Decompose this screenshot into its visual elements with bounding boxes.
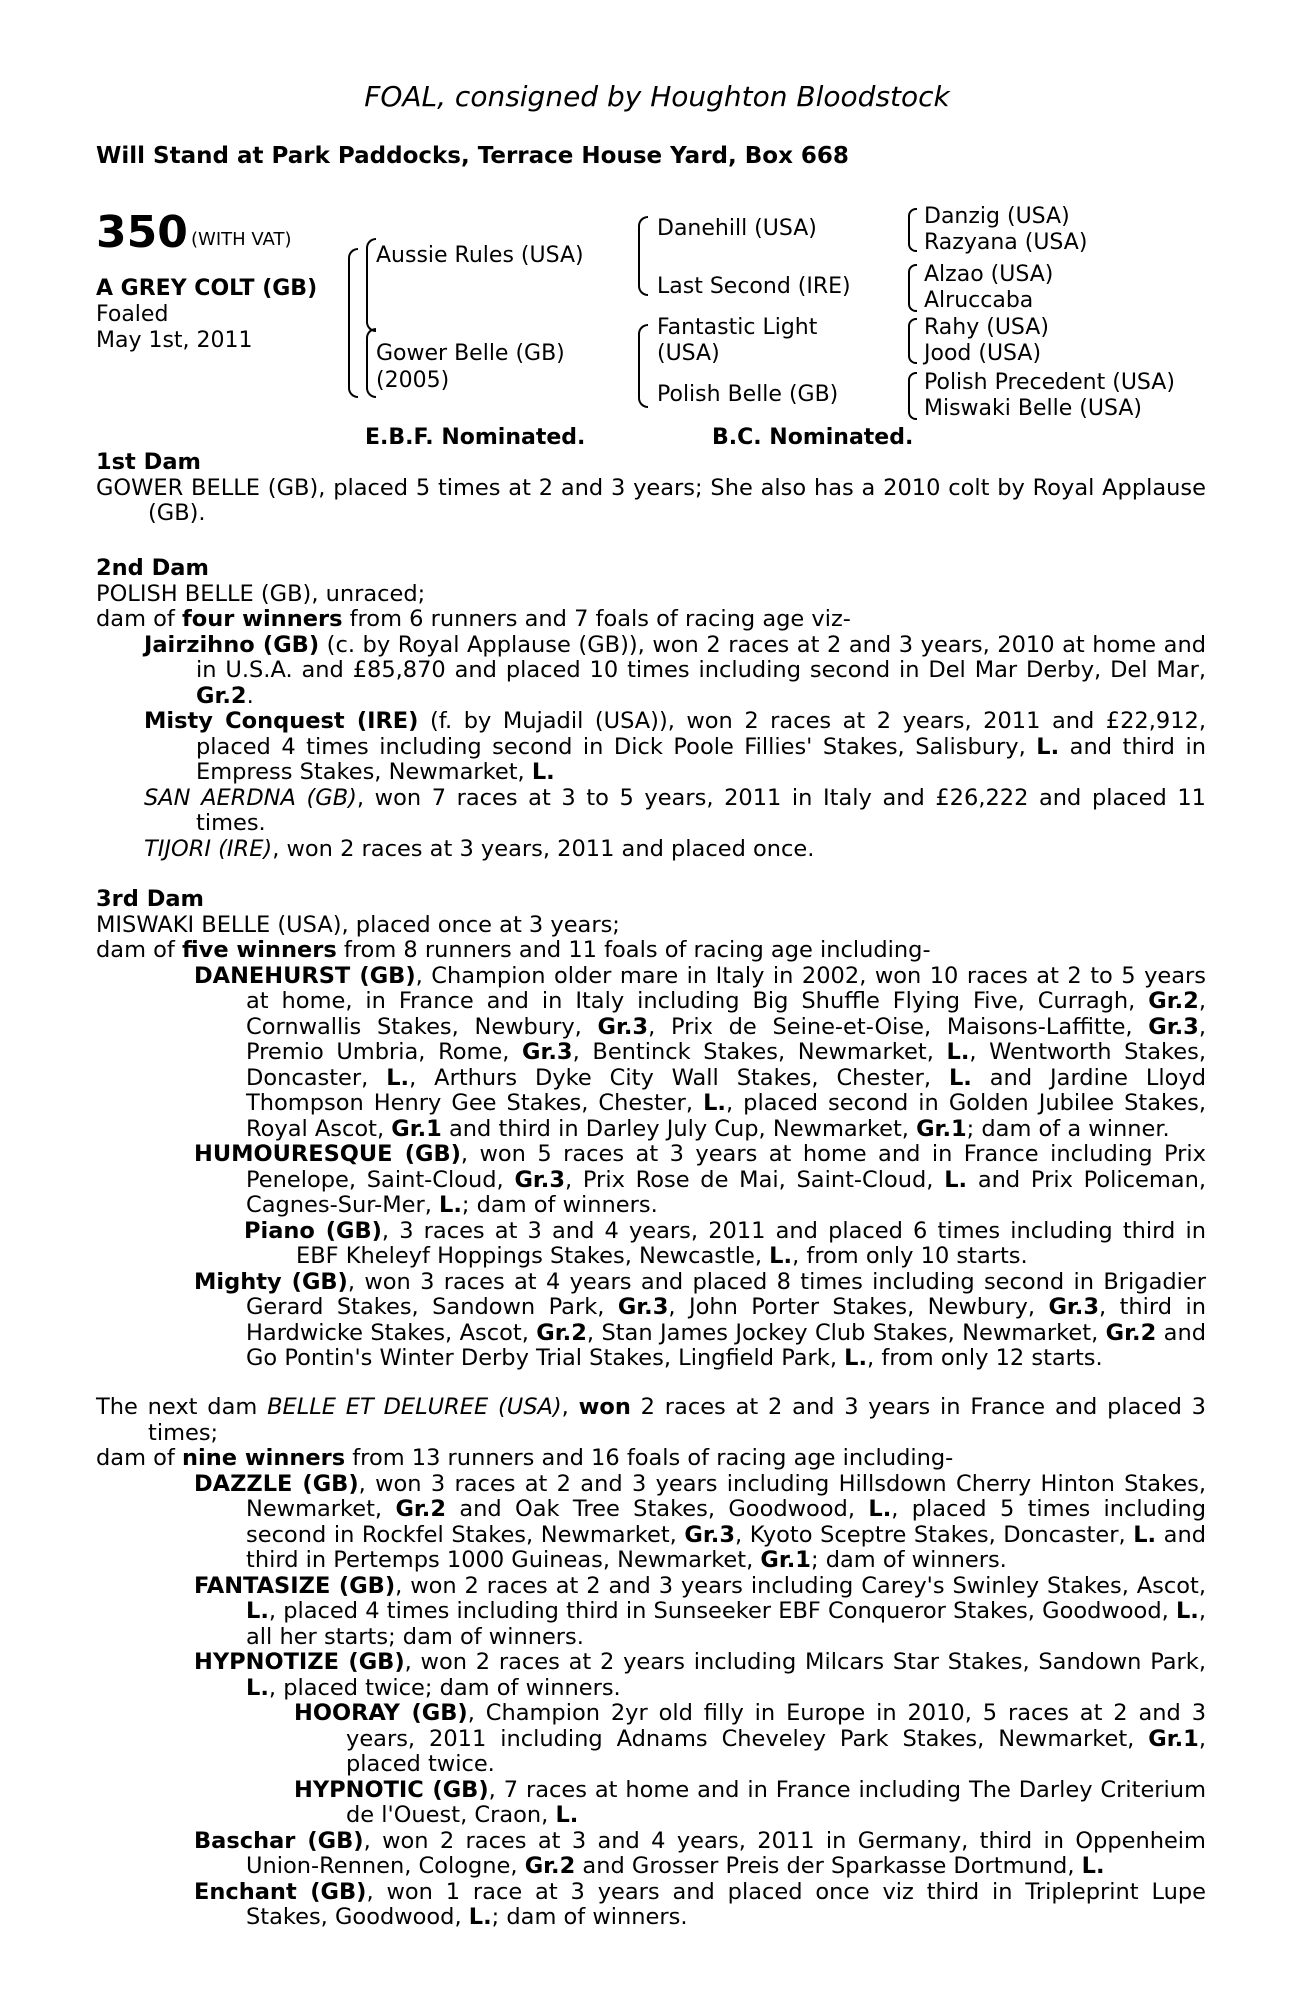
first-dam-heading: 1st Dam	[96, 449, 201, 475]
third-dam-heading: 3rd Dam	[96, 886, 204, 912]
pedigree-sire: Aussie Rules (USA)	[376, 243, 584, 268]
produce-hypnotize: HYPNOTIZE (GB), won 2 races at 2 years including Milcars Star Stakes, Sandown Park, L., placed twice; dam of winners.	[194, 1649, 1206, 1701]
produce-hypnotic: HYPNOTIC (GB), 7 races at home and in France including The Darley Criterium de l'Ouest, Craon, L.	[294, 1776, 1206, 1828]
catalogue-header: FOAL, consigned by Houghton Bloodstock	[364, 80, 950, 113]
third-dam-section	[96, 887, 1206, 1372]
vat-note: (WITH VAT)	[191, 229, 292, 250]
produce-piano: Piano (GB), 3 races at 3 and 4 years, 2011 and placed 6 times including third in EBF Kheleyf Hoppings Stakes, Newcastle, L., from only 10 starts.	[244, 1217, 1206, 1269]
ebf-nominated: E.B.F. Nominated.	[365, 425, 586, 450]
produce-baschar: Baschar (GB), won 2 races at 3 and 4 years, 2011 in Germany, third in Oppenheim Union-Rennen, Cologne, Gr.2 and Grosser Preis der Sparkasse Dortmund, L.	[194, 1827, 1206, 1879]
pedigree-dam: Gower Belle (GB)	[376, 341, 565, 366]
second-dam-section	[96, 556, 1206, 862]
pedigree-dam-dam: Polish Belle (GB)	[657, 382, 839, 407]
next-dam-section	[96, 1395, 1206, 1931]
second-dam-produce-intro: dam of four winners from 6 runners and 7 foals of racing age viz-	[96, 606, 851, 632]
first-dam-section	[96, 450, 1206, 527]
pedigree-dam-sire: Fantastic Light	[657, 315, 818, 340]
pedigree-brace-dam-line	[638, 324, 648, 408]
produce-enchant: Enchant (GB), won 1 race at 3 years and placed once viz third in Tripleprint Lupe Stakes, Goodwood, L.; dam of winners.	[194, 1878, 1206, 1930]
produce-mighty: Mighty (GB), won 3 races at 4 years and placed 8 times including second in Brigadier Gerard Stakes, Sandown Park, Gr.3, John Porter Stakes, Newbury, Gr.3, third in Hardwicke Stakes, Ascot, Gr.2, Stan James Jockey Club Stakes, Newmarket, Gr.2 and Go Pontin's Winter Derby Trial Stakes, Lingfield Park, L., from only 12 starts.	[194, 1268, 1206, 1371]
produce-jairzihno: Jairzihno (GB) (c. by Royal Applause (GB)), won 2 races at 2 and 3 years, 2010 at home and in U.S.A. and £85,870 and placed 10 times including second in Del Mar Derby, Del Mar, Gr.2.	[144, 631, 1206, 709]
third-dam-name: MISWAKI BELLE (USA), placed once at 3 years;	[96, 911, 620, 938]
pedigree-brace-g1	[908, 208, 917, 252]
foaled-label: Foaled	[96, 302, 169, 327]
pedigree-g3: Alzao (USA)	[924, 262, 1054, 287]
lot-description: A GREY COLT (GB)	[96, 276, 318, 301]
pedigree-g6: Jood (USA)	[924, 341, 1042, 366]
pedigree-dam-sire-country: (USA)	[657, 341, 720, 366]
pedigree-sire-sire: Danehill (USA)	[657, 216, 817, 241]
next-dam-name: The next dam BELLE ET DELUREE (USA), won 2 races at 2 and 3 years in France and placed 3 times;	[96, 1394, 1206, 1446]
pedigree-brace-g3	[908, 318, 917, 364]
pedigree-brace-sire-line	[638, 216, 648, 296]
pedigree-g2: Razyana (USA)	[924, 230, 1088, 255]
next-dam-produce-intro: dam of nine winners from 13 runners and 16 foals of racing age including-	[96, 1445, 954, 1471]
pedigree-dam-year: (2005)	[376, 368, 450, 393]
produce-san-aerdna: SAN AERDNA (GB), won 7 races at 3 to 5 years, 2011 in Italy and £26,222 and placed 11 times.	[144, 784, 1206, 836]
pedigree-g4: Alruccaba	[924, 288, 1034, 313]
second-dam-name: POLISH BELLE (GB), unraced;	[96, 580, 426, 607]
foaled-date: May 1st, 2011	[96, 328, 253, 353]
first-dam-text: GOWER BELLE (GB), placed 5 times at 2 and 3 years; She also has a 2010 colt by Royal Applause (GB).	[96, 474, 1206, 526]
pedigree-brace-g4	[908, 372, 917, 420]
second-dam-heading: 2nd Dam	[96, 555, 209, 581]
pedigree-g1: Danzig (USA)	[924, 204, 1070, 229]
produce-fantasize: FANTASIZE (GB), won 2 races at 2 and 3 years including Carey's Swinley Stakes, Ascot, L., placed 4 times including third in Sunseeker EBF Conqueror Stakes, Goodwood, L., all her starts; dam of winners.	[194, 1572, 1207, 1650]
pedigree-brace-dam	[366, 328, 376, 398]
pedigree-brace-g2	[908, 264, 917, 312]
produce-tijori: TIJORI (IRE), won 2 races at 3 years, 2011 and placed once.	[144, 835, 815, 862]
pedigree-g5: Rahy (USA)	[924, 315, 1049, 340]
pedigree-g8: Miswaki Belle (USA)	[924, 396, 1142, 421]
produce-humouresque: HUMOURESQUE (GB), won 5 races at 3 years at home and in France including Prix Penelope, Saint-Cloud, Gr.3, Prix Rose de Mai, Saint-Cloud, L. and Prix Policeman, Cagnes-Sur-Mer, L.; dam of winners.	[194, 1141, 1206, 1218]
produce-dazzle: DAZZLE (GB), won 3 races at 2 and 3 years including Hillsdown Cherry Hinton Stakes, Newmarket, Gr.2 and Oak Tree Stakes, Goodwood, L., placed 5 times including second in Rockfel Stakes, Newmarket, Gr.3, Kyoto Sceptre Stakes, Doncaster, L. and third in Pertemps 1000 Guineas, Newmarket, Gr.1; dam of winners.	[194, 1470, 1207, 1573]
produce-danehurst: DANEHURST (GB), Champion older mare in Italy in 2002, won 10 races at 2 to 5 years at home, in France and in Italy including Big Shuffle Flying Five, Curragh, Gr.2, Cornwallis Stakes, Newbury, Gr.3, Prix de Seine-et-Oise, Maisons-Laffitte, Gr.3, Premio Umbria, Rome, Gr.3, Bentinck Stakes, Newmarket, L., Wentworth Stakes, Doncaster, L., Arthurs Dyke City Wall Stakes, Chester, L. and Jardine Lloyd Thompson Henry Gee Stakes, Chester, L., placed second in Golden Jubilee Stakes, Royal Ascot, Gr.1 and third in Darley July Cup, Newmarket, Gr.1; dam of a winner.	[194, 962, 1206, 1142]
produce-hooray: HOORAY (GB), Champion 2yr old filly in Europe in 2010, 5 races at 2 and 3 years, 2011 including Adnams Cheveley Park Stakes, Newmarket, Gr.1, placed twice.	[294, 1700, 1207, 1777]
pedigree-brace-sire	[366, 238, 376, 332]
produce-misty-conquest: Misty Conquest (IRE) (f. by Mujadil (USA)), won 2 races at 2 years, 2011 and £22,912, placed 4 times including second in Dick Poole Fillies' Stakes, Salisbury, L. and third in Empress Stakes, Newmarket, L.	[144, 708, 1206, 785]
lot-number: 350	[96, 207, 188, 258]
stand-location: Will Stand at Park Paddocks, Terrace House Yard, Box 668	[96, 143, 849, 169]
pedigree-brace-main	[348, 248, 358, 398]
bc-nominated: B.C. Nominated.	[712, 425, 914, 450]
third-dam-produce-intro: dam of five winners from 8 runners and 11 foals of racing age including-	[96, 937, 931, 963]
pedigree-sire-dam: Last Second (IRE)	[657, 274, 851, 299]
pedigree-g7: Polish Precedent (USA)	[924, 370, 1175, 395]
